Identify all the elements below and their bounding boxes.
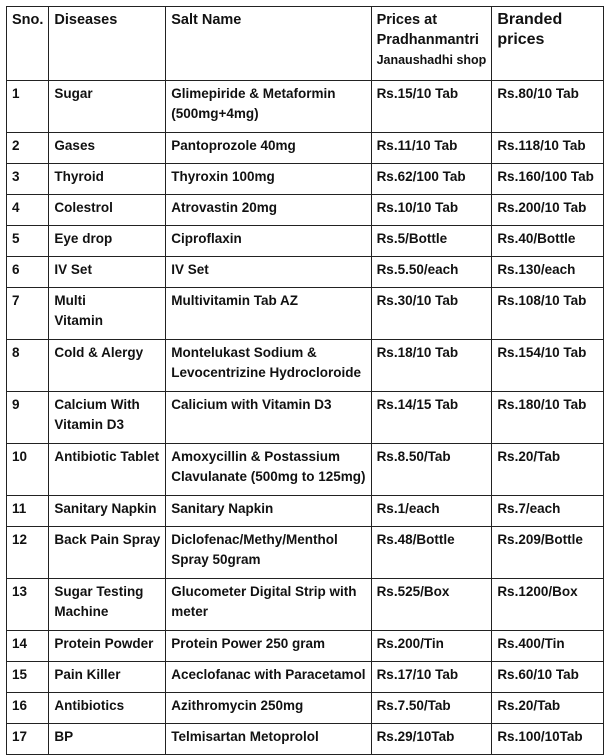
- cell-disease: [49, 496, 166, 527]
- cell-branded-price: Rs.60/10 Tab: [492, 662, 604, 693]
- cell-branded-price: Rs.180/10 Tab: [492, 392, 604, 444]
- cell-janaushadhi-price: Rs.62/100 Tab: [371, 164, 492, 195]
- cell-branded-price: Rs.80/10 Tab: [492, 81, 604, 133]
- cell-salt-name: [166, 579, 371, 631]
- table-row: [7, 133, 604, 164]
- cell-janaushadhi-price: Rs.14/15 Tab: [371, 392, 492, 444]
- cell-disease: [49, 195, 166, 226]
- cell-disease-line: BP: [54, 729, 74, 744]
- cell-salt-name-line: meter: [171, 604, 209, 619]
- cell-salt-name-line: Sanitary Napkin: [171, 501, 274, 516]
- cell-disease-line: Vitamin: [54, 313, 103, 328]
- cell-salt-name: [166, 340, 371, 392]
- cell-janaushadhi-price: Rs.5.50/each: [371, 257, 492, 288]
- cell-sno: 6: [7, 257, 49, 288]
- table-row: [7, 288, 604, 340]
- cell-branded-price: Rs.108/10 Tab: [492, 288, 604, 340]
- cell-sno: 11: [7, 496, 49, 527]
- cell-sno: 10: [7, 444, 49, 496]
- cell-salt-name: [166, 496, 371, 527]
- cell-salt-name-line: Glimepiride & Metaformin: [171, 86, 336, 101]
- cell-janaushadhi-price: Rs.30/10 Tab: [371, 288, 492, 340]
- cell-disease: [49, 579, 166, 631]
- header-jan-line1: Prices at: [376, 12, 438, 28]
- cell-salt-name-line: Spray 50gram: [171, 552, 261, 567]
- cell-disease: [49, 81, 166, 133]
- table-row: [7, 226, 604, 257]
- header-sno: Sno.: [7, 7, 49, 81]
- cell-janaushadhi-price: Rs.11/10 Tab: [371, 133, 492, 164]
- cell-disease-line: Antibiotics: [54, 698, 125, 713]
- cell-salt-name-line: Multivitamin Tab AZ: [171, 293, 298, 308]
- cell-janaushadhi-price: Rs.10/10 Tab: [371, 195, 492, 226]
- cell-branded-price: Rs.209/Bottle: [492, 527, 604, 579]
- price-comparison-container: [6, 6, 604, 755]
- cell-disease-line: Antibiotic Tablet: [54, 449, 160, 464]
- cell-disease: [49, 288, 166, 340]
- table-row: [7, 579, 604, 631]
- table-row: [7, 81, 604, 133]
- header-diseases: Diseases: [49, 7, 166, 81]
- cell-janaushadhi-price: Rs.15/10 Tab: [371, 81, 492, 133]
- cell-salt-name: [166, 392, 371, 444]
- cell-disease-line: IV Set: [54, 262, 92, 277]
- table-row: [7, 257, 604, 288]
- cell-salt-name-line: Calicium with Vitamin D3: [171, 397, 332, 412]
- cell-janaushadhi-price: Rs.5/Bottle: [371, 226, 492, 257]
- cell-disease-line: Calcium With: [54, 397, 140, 412]
- cell-salt-name-line: Levocentrizine Hydrocloroide: [171, 365, 362, 380]
- header-jan-line2: Pradhanmantri: [376, 32, 479, 48]
- cell-disease: [49, 631, 166, 662]
- cell-salt-name-line: Amoxycillin & Postassium: [171, 449, 341, 464]
- cell-sno: 9: [7, 392, 49, 444]
- cell-disease-line: Vitamin D3: [54, 417, 124, 432]
- cell-salt-name: [166, 693, 371, 724]
- cell-disease-line: Thyroid: [54, 169, 104, 184]
- cell-disease-line: Colestrol: [54, 200, 113, 215]
- table-row: [7, 724, 604, 755]
- cell-salt-name: [166, 631, 371, 662]
- cell-salt-name: [166, 133, 371, 164]
- table-row: [7, 693, 604, 724]
- cell-branded-price: Rs.100/10Tab: [492, 724, 604, 755]
- header-branded-line1: Branded: [497, 11, 563, 28]
- cell-disease: [49, 693, 166, 724]
- cell-branded-price: Rs.40/Bottle: [492, 226, 604, 257]
- cell-janaushadhi-price: Rs.18/10 Tab: [371, 340, 492, 392]
- cell-sno: 15: [7, 662, 49, 693]
- cell-salt-name-line: IV Set: [171, 262, 209, 277]
- cell-salt-name-line: Pantoprozole 40mg: [171, 138, 296, 153]
- table-row: [7, 195, 604, 226]
- cell-sno: 8: [7, 340, 49, 392]
- cell-salt-name-line: Protein Power 250 gram: [171, 636, 326, 651]
- cell-disease: [49, 392, 166, 444]
- cell-salt-name: [166, 444, 371, 496]
- cell-salt-name-line: Azithromycin 250mg: [171, 698, 304, 713]
- cell-salt-name-line: Atrovastin 20mg: [171, 200, 278, 215]
- cell-janaushadhi-price: Rs.1/each: [371, 496, 492, 527]
- cell-salt-name-line: (500mg+4mg): [171, 106, 259, 121]
- header-jan-line3: Janaushadhi shop: [376, 53, 487, 67]
- table-row: [7, 164, 604, 195]
- cell-sno: 12: [7, 527, 49, 579]
- cell-salt-name: [166, 195, 371, 226]
- cell-branded-price: Rs.160/100 Tab: [492, 164, 604, 195]
- cell-janaushadhi-price: Rs.7.50/Tab: [371, 693, 492, 724]
- cell-salt-name: [166, 226, 371, 257]
- cell-disease-line: Cold & Alergy: [54, 345, 144, 360]
- cell-sno: 1: [7, 81, 49, 133]
- cell-disease-line: Gases: [54, 138, 95, 153]
- cell-sno: 4: [7, 195, 49, 226]
- cell-disease: [49, 724, 166, 755]
- cell-disease-line: Eye drop: [54, 231, 113, 246]
- header-branded-line2: prices: [497, 31, 545, 48]
- cell-disease: [49, 257, 166, 288]
- cell-salt-name: [166, 81, 371, 133]
- cell-disease: [49, 527, 166, 579]
- cell-disease-line: Protein Powder: [54, 636, 154, 651]
- table-body: [7, 81, 604, 755]
- cell-salt-name: [166, 724, 371, 755]
- cell-disease: [49, 444, 166, 496]
- table-row: [7, 340, 604, 392]
- table-row: [7, 392, 604, 444]
- cell-disease-line: Multi: [54, 293, 86, 308]
- cell-disease-line: Sanitary Napkin: [54, 501, 157, 516]
- cell-branded-price: Rs.130/each: [492, 257, 604, 288]
- cell-salt-name-line: Ciproflaxin: [171, 231, 242, 246]
- cell-branded-price: Rs.20/Tab: [492, 444, 604, 496]
- cell-salt-name: [166, 257, 371, 288]
- cell-janaushadhi-price: Rs.200/Tin: [371, 631, 492, 662]
- cell-disease-line: Pain Killer: [54, 667, 121, 682]
- cell-janaushadhi-price: Rs.17/10 Tab: [371, 662, 492, 693]
- cell-branded-price: Rs.7/each: [492, 496, 604, 527]
- cell-salt-name-line: Telmisartan Metoprolol: [171, 729, 319, 744]
- cell-disease: [49, 133, 166, 164]
- cell-salt-name-line: Glucometer Digital Strip with: [171, 584, 357, 599]
- table-row: [7, 527, 604, 579]
- cell-sno: 13: [7, 579, 49, 631]
- cell-disease-line: Sugar Testing: [54, 584, 144, 599]
- cell-salt-name-line: Aceclofanac with Paracetamol: [171, 667, 366, 682]
- cell-janaushadhi-price: Rs.48/Bottle: [371, 527, 492, 579]
- cell-branded-price: Rs.400/Tin: [492, 631, 604, 662]
- cell-salt-name: [166, 662, 371, 693]
- cell-salt-name: [166, 527, 371, 579]
- table-row: [7, 631, 604, 662]
- table-row: [7, 444, 604, 496]
- cell-janaushadhi-price: Rs.29/10Tab: [371, 724, 492, 755]
- cell-disease-line: Back Pain Spray: [54, 532, 161, 547]
- header-row: [7, 7, 604, 81]
- cell-disease: [49, 164, 166, 195]
- cell-disease: [49, 340, 166, 392]
- cell-salt-name-line: Montelukast Sodium &: [171, 345, 317, 360]
- table-row: [7, 662, 604, 693]
- cell-disease: [49, 662, 166, 693]
- cell-disease: [49, 226, 166, 257]
- cell-sno: 5: [7, 226, 49, 257]
- cell-sno: 7: [7, 288, 49, 340]
- cell-salt-name-line: Clavulanate (500mg to 125mg): [171, 469, 366, 484]
- table-row: [7, 496, 604, 527]
- cell-sno: 14: [7, 631, 49, 662]
- cell-disease-line: Sugar: [54, 86, 93, 101]
- cell-branded-price: Rs.20/Tab: [492, 693, 604, 724]
- cell-branded-price: Rs.154/10 Tab: [492, 340, 604, 392]
- cell-sno: 2: [7, 133, 49, 164]
- cell-branded-price: Rs.200/10 Tab: [492, 195, 604, 226]
- header-salt-name: Salt Name: [166, 7, 371, 81]
- cell-janaushadhi-price: Rs.525/Box: [371, 579, 492, 631]
- cell-salt-name-line: Diclofenac/Methy/Menthol: [171, 532, 338, 547]
- cell-branded-price: Rs.1200/Box: [492, 579, 604, 631]
- cell-sno: 17: [7, 724, 49, 755]
- cell-salt-name: [166, 288, 371, 340]
- cell-sno: 3: [7, 164, 49, 195]
- cell-disease-line: Machine: [54, 604, 109, 619]
- header-janaushadhi-price: [371, 7, 492, 81]
- header-branded-price: [492, 7, 604, 81]
- price-comparison-table: [6, 6, 604, 755]
- cell-branded-price: Rs.118/10 Tab: [492, 133, 604, 164]
- cell-salt-name-line: Thyroxin 100mg: [171, 169, 275, 184]
- cell-janaushadhi-price: Rs.8.50/Tab: [371, 444, 492, 496]
- cell-sno: 16: [7, 693, 49, 724]
- cell-salt-name: [166, 164, 371, 195]
